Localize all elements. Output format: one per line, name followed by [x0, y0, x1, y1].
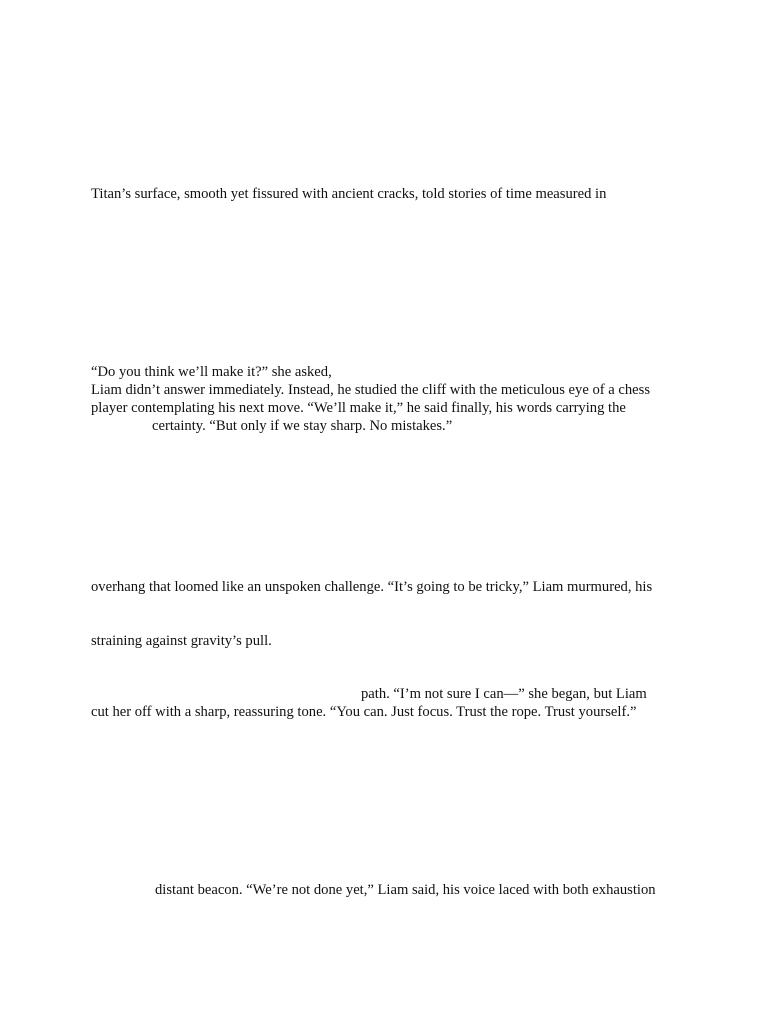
text-line: Titan’s surface, smooth yet fissured with ancient cracks, told stories of time measured in [91, 186, 607, 202]
text-line: distant beacon. “We’re not done yet,” Liam said, his voice laced with both exhaustion [155, 882, 656, 898]
text-line: cut her off with a sharp, reassuring tone. “You can. Just focus. Trust the rope. Trust yourself.” [91, 704, 637, 720]
text-line: certainty. “But only if we stay sharp. No mistakes.” [152, 418, 453, 434]
text-line: Liam didn’t answer immediately. Instead, he studied the cliff with the meticulous eye of a chess [91, 382, 651, 398]
text-line: straining against gravity’s pull. [91, 633, 272, 649]
text-line: “Do you think we’ll make it?” she asked, [91, 364, 332, 380]
text-line: path. “I’m not sure I can—” she began, but Liam [361, 686, 647, 702]
text-line: overhang that loomed like an unspoken challenge. “It’s going to be tricky,” Liam murmured, his [91, 579, 653, 595]
text-line: player contemplating his next move. “We’ll make it,” he said finally, his words carrying the [91, 400, 626, 416]
